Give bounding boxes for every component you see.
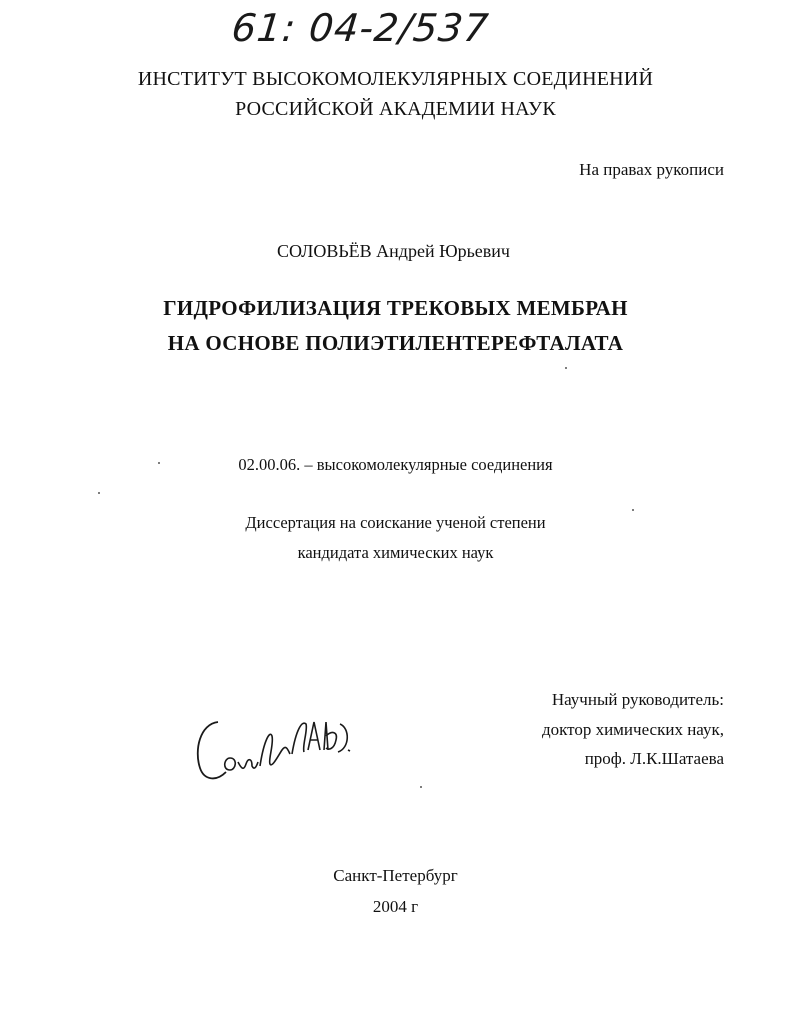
institute-line-1: ИНСТИТУТ ВЫСОКОМОЛЕКУЛЯРНЫХ СОЕДИНЕНИЙ (137, 68, 654, 90)
scan-speck (420, 786, 422, 788)
dissertation-line-2: кандидата химических наук (297, 543, 494, 562)
specialty-code: 02.00.06. – высокомолекулярные соединения (238, 455, 553, 474)
year: 2004 г (372, 897, 419, 916)
supervisor-name: проф. Л.К.Шатаева (584, 749, 724, 768)
author-name: СОЛОВЬЁВ Андрей Юрьевич (277, 241, 510, 261)
author-signature (190, 710, 370, 790)
supervisor-label: Научный руководитель: (551, 690, 724, 709)
scan-speck (98, 492, 100, 494)
manuscript-rights-note: На правах рукописи (579, 160, 724, 179)
supervisor-degree: доктор химических наук, (541, 720, 724, 739)
title-line-2: НА ОСНОВЕ ПОЛИЭТИЛЕНТЕРЕФТАЛАТА (167, 331, 624, 355)
institute-line-2: РОССИЙСКОЙ АКАДЕМИИ НАУК (235, 98, 556, 120)
title-line-1: ГИДРОФИЛИЗАЦИЯ ТРЕКОВЫХ МЕМБРАН (163, 296, 628, 320)
city: Санкт-Петербург (333, 866, 458, 885)
scan-speck (565, 367, 567, 369)
dissertation-line-1: Диссертация на соискание ученой степени (245, 513, 546, 532)
scan-speck (158, 462, 160, 464)
scan-speck (632, 509, 634, 511)
archive-number-handwritten: 61: 04-2/537 (229, 6, 492, 50)
